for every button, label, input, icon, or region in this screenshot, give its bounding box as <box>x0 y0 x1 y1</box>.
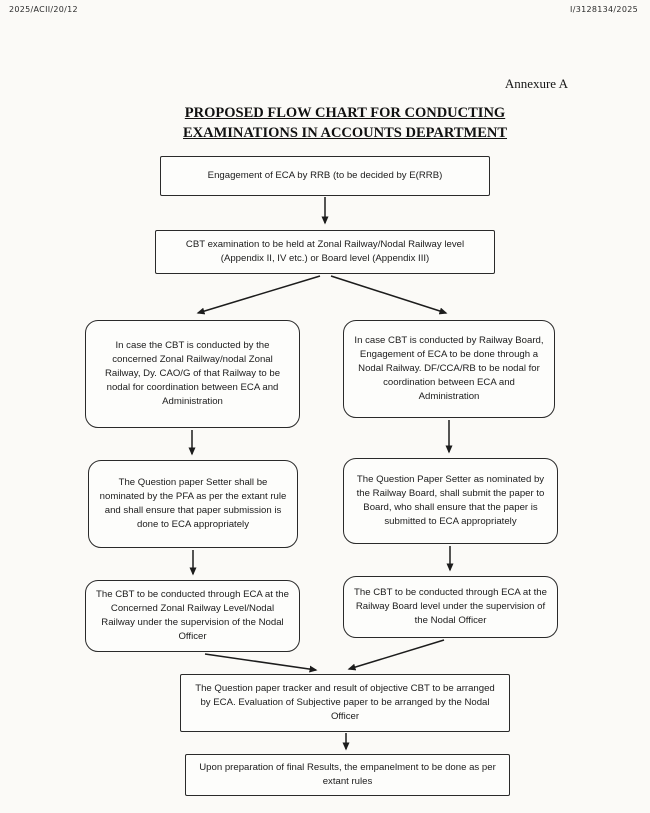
flow-node-question-setter-board: The Question Paper Setter as nominated by the Railway Board, shall submit the paper to Board, who shall ensure that the paper is submitted to ECA appropriately <box>343 458 558 544</box>
flow-node-final-results: Upon preparation of final Results, the empanelment to be done as per extant rules <box>185 754 510 796</box>
arrow-cbt-board-to-tracker <box>349 640 444 669</box>
page-title-line1: PROPOSED FLOW CHART FOR CONDUCTING <box>184 105 506 121</box>
header-file-number-right: I/3128134/2025 <box>570 5 638 14</box>
flow-node-cbt-board-conduct: The CBT to be conducted through ECA at the Railway Board level under the supervision of the Nodal Officer <box>343 576 558 638</box>
flow-node-cbt-zonal-conduct: The CBT to be conducted through ECA at the Concerned Zonal Railway Level/Nodal Railway under the supervision of the Nodal Officer <box>85 580 300 652</box>
header-file-number-left: 2025/ACII/20/12 <box>9 5 78 14</box>
page-title <box>25 104 650 143</box>
annexure-label: Annexure A <box>504 76 568 91</box>
arrow-cbt-zonal-to-tracker <box>205 654 316 670</box>
arrow-cbt-level-to-zonal-case <box>198 276 320 313</box>
flow-node-question-setter-pfa: The Question paper Setter shall be nominated by the PFA as per the extant rule and shall ensure that paper submission is done to ECA appropriately <box>88 460 298 548</box>
arrow-cbt-level-to-board-case <box>331 276 446 313</box>
flow-node-engagement-eca: Engagement of ECA by RRB (to be decided by E(RRB) <box>160 156 490 196</box>
flow-node-railway-board-case: In case CBT is conducted by Railway Board, Engagement of ECA to be done through a Nodal Railway. DF/CCA/RB to be nodal for coordination between ECA and Administration <box>343 320 555 418</box>
flow-node-zonal-railway-case: In case the CBT is conducted by the concerned Zonal Railway/nodal Zonal Railway, Dy. CAO/G of that Railway to be nodal for coordination between ECA and Administration <box>85 320 300 428</box>
flow-node-paper-tracker-result: The Question paper tracker and result of objective CBT to be arranged by ECA. Evaluation of Subjective paper to be arranged by the Nodal Officer <box>180 674 510 732</box>
flow-node-cbt-exam-level: CBT examination to be held at Zonal Railway/Nodal Railway level (Appendix II, IV etc.) or Board level (Appendix III) <box>155 230 495 274</box>
page-title-line2: EXAMINATIONS IN ACCOUNTS DEPARTMENT <box>182 124 508 141</box>
